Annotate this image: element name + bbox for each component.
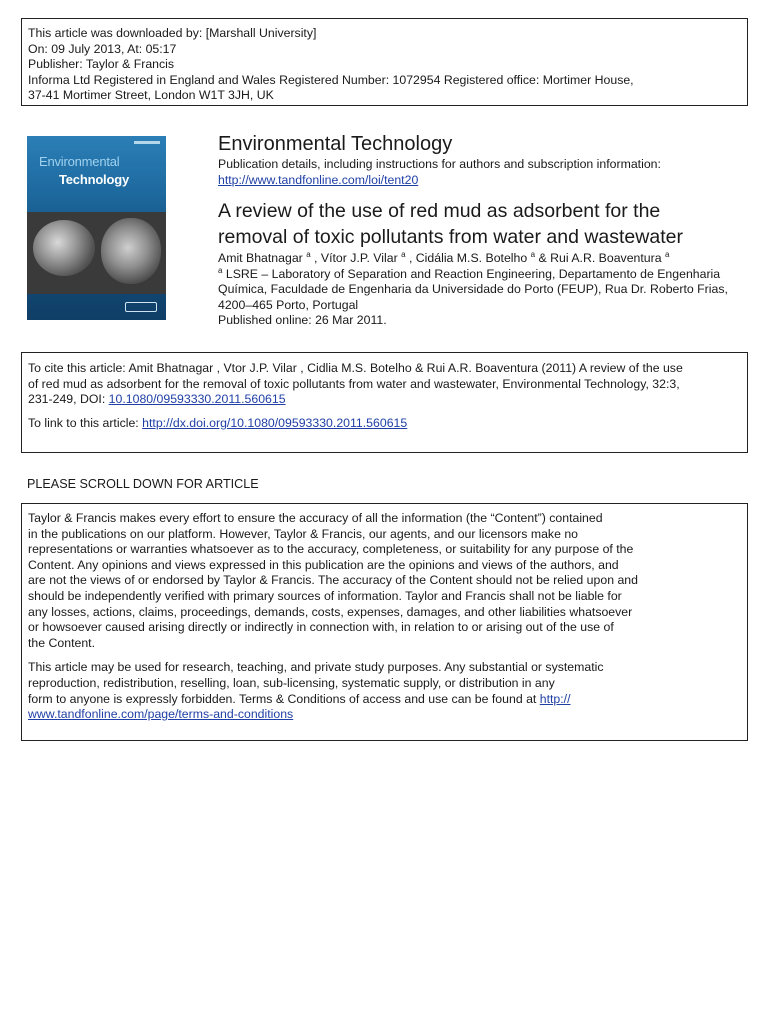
affiliation-marker: a xyxy=(218,265,223,275)
journal-cover-image xyxy=(27,136,166,320)
download-info-line: On: 09 July 2013, At: 05:17 xyxy=(28,41,177,56)
article-title xyxy=(218,198,683,250)
affiliation-line: $^a$ LSRE – Laboratory of Separation and Reaction Engineering, Departamento de Engenharia xyxy=(218,265,721,281)
cover-corner-mark xyxy=(134,141,160,144)
author-list: Amit Bhatnagar $^a$ , Vítor J.P. Vilar $^a$ , Cidália M.S. Botelho $^a$ & Rui A.R. Boaventura $^a$ xyxy=(218,250,670,265)
disclaimer-line: representations or warranties whatsoever as to the accuracy, completeness, or suitability for any purpose of the xyxy=(28,542,634,557)
cover-micrograph-right xyxy=(101,218,161,284)
author-name: Cidália M.S. Botelho xyxy=(415,251,528,265)
author-name: Rui A.R. Boaventura xyxy=(550,251,662,265)
cover-title-line2: Technology xyxy=(59,172,129,187)
affiliation-marker: a xyxy=(401,250,406,259)
author-name: Amit Bhatnagar xyxy=(218,251,303,265)
usage-line: form to anyone is expressly forbidden. Terms & Conditions of access and use can be found at http:// xyxy=(28,691,571,706)
disclaimer-line: Content. Any opinions and views expressed in this publication are the opinions and views of the authors, and xyxy=(28,557,619,572)
article-doi-url-link[interactable]: http://dx.doi.org/10.1080/09593330.2011.560615 xyxy=(142,415,408,430)
disclaimer-line: are not the views of or endorsed by Taylor & Francis. The accuracy of the Content should not be relied upon and xyxy=(28,573,638,588)
citation-box xyxy=(21,352,748,453)
published-date: Published online: 26 Mar 2011. xyxy=(218,313,387,328)
disclaimer-line: the Content. xyxy=(28,635,95,650)
cover-publisher-logo xyxy=(125,302,157,312)
download-info-line: Informa Ltd Registered in England and Wales Registered Number: 1072954 Registered office: Mortimer House, xyxy=(28,72,634,87)
article-title-line: A review of the use of red mud as adsorbent for the xyxy=(218,200,661,222)
affiliation-marker: a xyxy=(530,250,536,259)
publication-details-text: Publication details, including instructions for authors and subscription information: xyxy=(218,157,661,171)
citation-line: of red mud as adsorbent for the removal of toxic pollutants from water and wastewater, Environmental Technology, 32:3, xyxy=(28,376,680,391)
authors-block xyxy=(218,251,728,329)
disclaimer-line: or howsoever caused arising directly or indirectly in connection with, in relation to or arising out of the use of xyxy=(28,620,614,635)
journal-title: Environmental Technology xyxy=(218,133,453,155)
disclaimer-line: any losses, actions, claims, proceedings, demands, costs, expenses, damages, and other liabilities whatsoever xyxy=(28,604,633,619)
terms-link-part2[interactable]: www.tandfonline.com/page/terms-and-conditions xyxy=(28,707,294,722)
citation-line: To cite this article: Amit Bhatnagar , Vtor J.P. Vilar , Cidlia M.S. Botelho & Rui A.R. Boaventura (2011) A review of the use xyxy=(28,361,683,375)
download-info-box xyxy=(21,18,748,106)
download-info-line: 37-41 Mortimer Street, London W1T 3JH, UK xyxy=(28,88,274,103)
author-name: Vítor J.P. Vilar xyxy=(320,251,398,265)
affiliation-marker: a xyxy=(664,250,670,259)
usage-line: reproduction, redistribution, reselling, loan, sub-licensing, systematic supply, or distribution in any xyxy=(28,675,555,690)
journal-url-link[interactable]: http://www.tandfonline.com/loi/tent20 xyxy=(218,172,419,187)
download-info-line: This article was downloaded by: [Marshall University] xyxy=(28,26,317,40)
cover-micrograph-left xyxy=(33,220,95,276)
affiliation-line: 4200–465 Porto, Portugal xyxy=(218,297,359,312)
usage-line: This article may be used for research, teaching, and private study purposes. Any substantial or systematic xyxy=(28,660,604,675)
terms-link-part1[interactable]: http:// xyxy=(539,691,571,706)
article-link-line: To link to this article: http://dx.doi.org/10.1080/09593330.2011.560615 xyxy=(28,415,408,430)
scroll-down-notice: PLEASE SCROLL DOWN FOR ARTICLE xyxy=(27,477,259,491)
disclaimer-line: in the publications on our platform. However, Taylor & Francis, our agents, and our licensors make no xyxy=(28,526,578,541)
disclaimer-line: Taylor & Francis makes every effort to ensure the accuracy of all the information (the “Content”) contained xyxy=(28,511,603,525)
affiliation-marker: a xyxy=(306,250,311,259)
disclaimer-line: should be independently verified with primary sources of information. Taylor and Francis shall not be liable for xyxy=(28,588,622,603)
doi-link[interactable]: 10.1080/09593330.2011.560615 xyxy=(108,392,286,407)
disclaimer-box xyxy=(21,503,748,741)
publication-details xyxy=(218,157,661,188)
citation-line: 231-249, DOI: 10.1080/09593330.2011.560615 xyxy=(28,392,286,407)
cover-title-line1: Environmental xyxy=(39,154,120,169)
download-info-line: Publisher: Taylor & Francis xyxy=(28,57,175,72)
affiliation-line: Química, Faculdade de Engenharia da Universidade do Porto (FEUP), Rua Dr. Roberto Frias, xyxy=(218,282,728,297)
article-title-line: removal of toxic pollutants from water and wastewater xyxy=(218,226,683,248)
